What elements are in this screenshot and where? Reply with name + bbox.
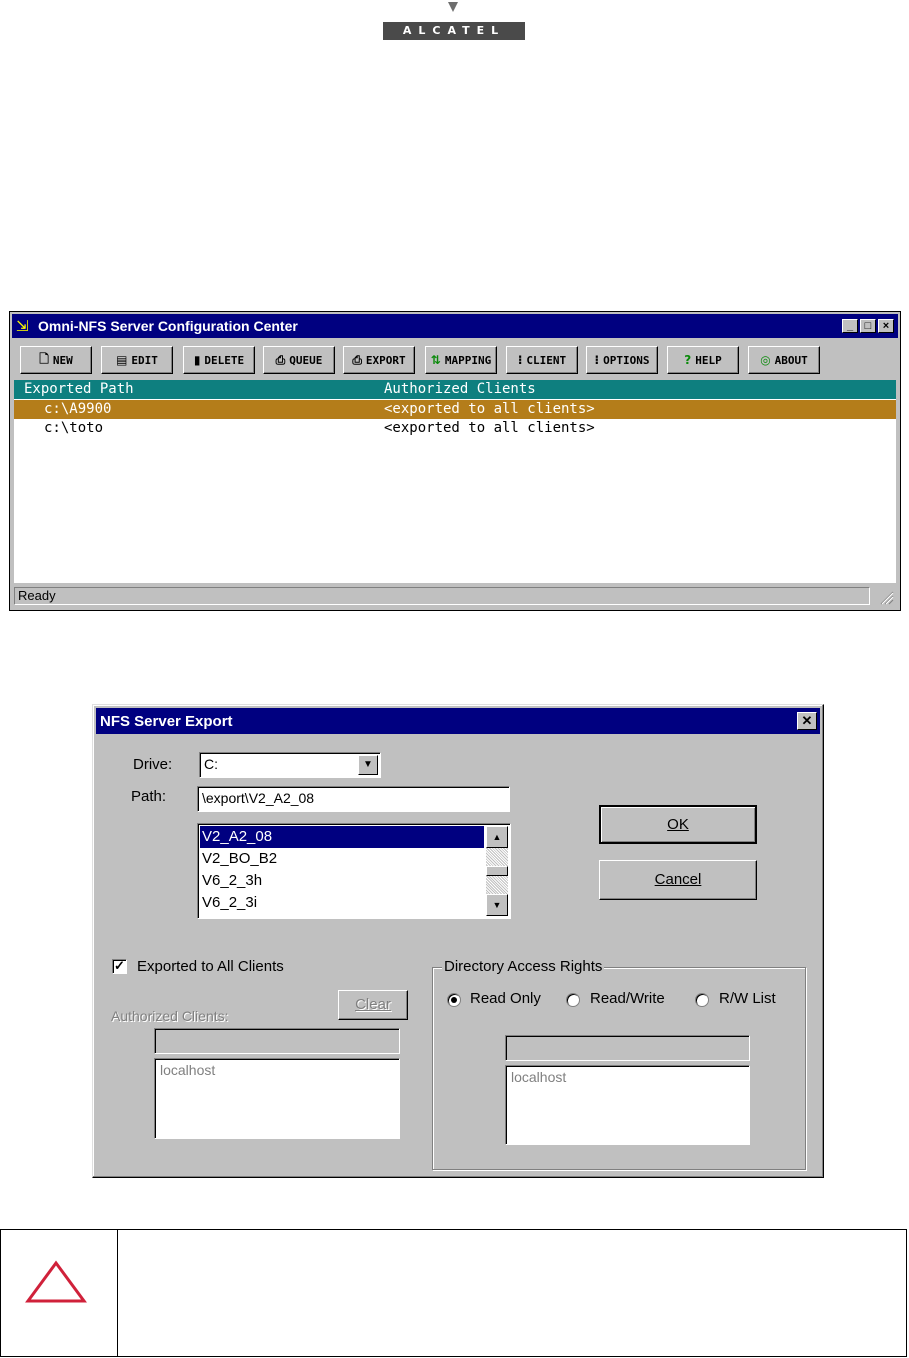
access-rights-group xyxy=(432,958,806,1170)
warning-note xyxy=(0,1229,907,1357)
printer-icon: ⎙ xyxy=(275,352,286,367)
new-button[interactable]: 🗋 NEW xyxy=(20,346,92,374)
rw-list-radio[interactable] xyxy=(695,993,709,1007)
maximize-icon[interactable]: □ xyxy=(860,319,876,333)
edit-icon: ▤ xyxy=(116,353,128,367)
client-button[interactable]: ⁝ CLIENT xyxy=(506,346,578,374)
mapping-icon: ⇅ xyxy=(430,353,441,367)
row-path: c:\A9900 xyxy=(44,401,112,417)
client-icon: ⁝ xyxy=(517,353,523,367)
help-button[interactable]: ? HELP xyxy=(667,346,739,374)
warning-divider xyxy=(117,1230,118,1356)
authorized-clients-list[interactable] xyxy=(154,1058,400,1139)
directory-scrollbar[interactable] xyxy=(486,826,508,916)
header-exported-path[interactable]: Exported Path xyxy=(24,381,134,397)
chevron-down-icon[interactable]: ▼ xyxy=(358,755,378,775)
close-icon[interactable]: × xyxy=(878,319,894,333)
about-icon: ◎ xyxy=(760,353,771,367)
trash-icon: ▮ xyxy=(193,353,201,367)
queue-button[interactable]: ⎙ QUEUE xyxy=(263,346,335,374)
alcatel-logo xyxy=(383,0,525,40)
authorized-clients-label: Authorized Clients: xyxy=(111,1008,229,1024)
path-label: Path: xyxy=(131,788,167,805)
logo-triangle-icon xyxy=(448,2,458,12)
list-item[interactable]: localhost xyxy=(160,1062,216,1078)
client-input[interactable] xyxy=(154,1028,400,1054)
row-clients: <exported to all clients> xyxy=(384,401,595,417)
question-icon: ? xyxy=(684,353,692,367)
minimize-icon[interactable]: _ xyxy=(842,319,858,333)
list-item[interactable]: V6_2_3h xyxy=(202,872,263,889)
header-authorized-clients[interactable]: Authorized Clients xyxy=(384,381,536,397)
list-row[interactable] xyxy=(14,419,896,438)
list-item[interactable]: localhost xyxy=(511,1069,567,1085)
access-rights-title: Directory Access Rights xyxy=(444,958,603,975)
main-window xyxy=(9,311,901,611)
status-bar xyxy=(14,586,896,606)
rw-list-box[interactable] xyxy=(505,1065,750,1145)
dialog-title: NFS Server Export xyxy=(100,713,233,730)
warning-triangle-icon xyxy=(24,1260,88,1304)
edit-button[interactable]: ▤ EDIT xyxy=(101,346,173,374)
rw-client-input[interactable] xyxy=(505,1035,750,1061)
about-button[interactable]: ◎ ABOUT xyxy=(748,346,820,374)
app-icon: ⇲ xyxy=(16,318,29,335)
new-doc-icon: 🗋 xyxy=(39,351,49,366)
list-row[interactable] xyxy=(14,400,896,419)
options-icon: ⁝ xyxy=(594,353,600,367)
drive-value: C: xyxy=(204,756,218,772)
drive-combo[interactable] xyxy=(199,752,381,778)
cancel-button[interactable]: Cancel xyxy=(599,860,757,900)
scroll-thumb[interactable] xyxy=(486,866,508,876)
dialog-titlebar[interactable] xyxy=(96,708,820,734)
dialog-close-icon[interactable]: ✕ xyxy=(797,712,817,730)
read-write-label[interactable]: Read/Write xyxy=(590,990,665,1007)
drive-label: Drive: xyxy=(133,756,173,773)
nfs-export-dialog xyxy=(92,704,824,1178)
exported-all-checkbox[interactable]: ✓ xyxy=(112,959,127,974)
scroll-up-icon[interactable]: ▲ xyxy=(486,826,508,848)
list-item[interactable]: V2_BO_B2 xyxy=(202,850,278,867)
rw-list-label[interactable]: R/W List xyxy=(719,990,776,1007)
list-item[interactable]: V6_2_3i xyxy=(202,894,258,911)
list-header xyxy=(14,380,896,399)
read-only-label[interactable]: Read Only xyxy=(470,990,541,1007)
status-text: Ready xyxy=(14,587,870,605)
list-item[interactable]: V2_A2_08 xyxy=(200,826,484,848)
main-window-title: Omni-NFS Server Configuration Center xyxy=(38,318,298,334)
exported-all-label[interactable]: Exported to All Clients xyxy=(137,958,284,975)
export-list[interactable] xyxy=(14,380,896,583)
read-write-radio[interactable] xyxy=(566,993,580,1007)
clear-button[interactable]: Clear xyxy=(338,990,408,1020)
scroll-down-icon[interactable]: ▼ xyxy=(486,894,508,916)
mapping-button[interactable]: ⇅ MAPPING xyxy=(425,346,497,374)
export-icon: ⎙ xyxy=(352,352,362,367)
directory-list[interactable] xyxy=(197,823,511,919)
export-button[interactable]: ⎙ EXPORT xyxy=(343,346,415,374)
options-button[interactable]: ⁝ OPTIONS xyxy=(586,346,658,374)
delete-button[interactable]: ▮ DELETE xyxy=(183,346,255,374)
row-clients: <exported to all clients> xyxy=(384,420,595,436)
read-only-radio[interactable] xyxy=(447,993,461,1007)
ok-button[interactable]: OK xyxy=(599,805,757,844)
toolbar xyxy=(12,342,898,378)
path-input[interactable]: \export\V2_A2_08 xyxy=(197,786,510,812)
resize-grip-icon[interactable] xyxy=(878,589,894,605)
logo-wordmark: ALCATEL xyxy=(383,22,525,40)
row-path: c:\toto xyxy=(44,420,104,436)
main-titlebar[interactable] xyxy=(12,314,898,338)
